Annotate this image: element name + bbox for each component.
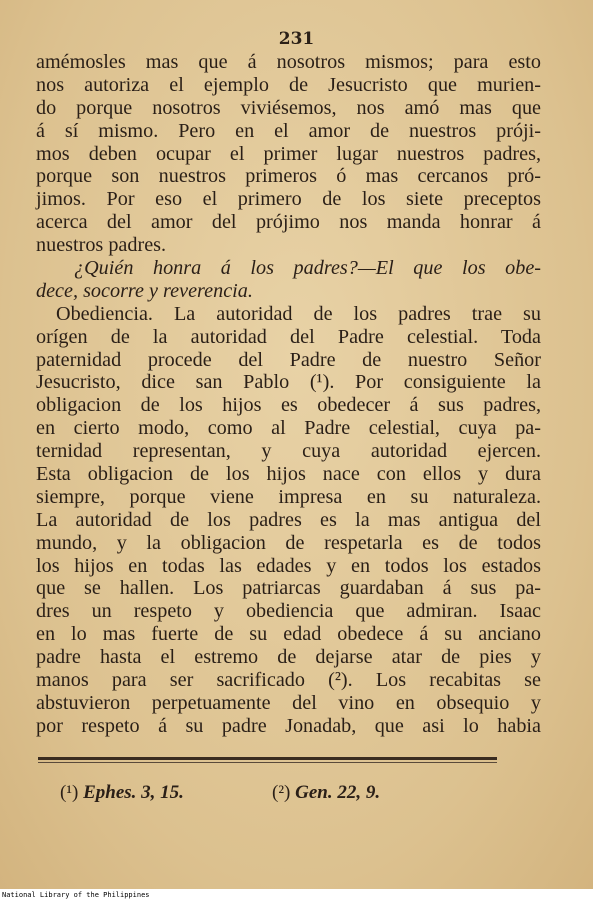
text-line: jimos. Por eso el primero de los siete preceptos [36,188,541,211]
footnote-2 [272,782,380,804]
text-line: Jesucristo, dice san Pablo (¹). Por consiguiente la [36,371,541,394]
text-line: ternidad representan, y cuya autoridad ejercen. [36,440,541,463]
text-line: en lo mas fuerte de su edad obedece á su anciano [36,623,541,646]
page-number: 231 [278,29,315,49]
answer-line: dece, socorre y reverencia. [36,279,253,302]
text-line: orígen de la autoridad del Padre celestial. Toda [36,325,541,348]
footnote-mark: (¹) [60,782,79,803]
text-line: Esta obligacion de los hijos nace con ellos y dura [36,463,541,486]
text-line: acerca del amor del prójimo nos manda honrar á [36,211,541,234]
text-line: do porque nosotros viviésemos, nos amó mas que [36,96,541,119]
text-line: abstuvieron perpetuamente del vino en obsequio y [36,691,541,714]
text-line: nuestros padres. [36,234,167,257]
library-credit: National Library of the Philippines [2,891,150,899]
text-line: mos deben ocupar el primer lugar nuestros padres, [36,142,541,165]
text-line: amémosles mas que á nosotros mismos; para esto [36,51,541,73]
footnote-mark: (²) [272,782,291,803]
text-line: La autoridad de los padres es la mas antigua del [36,508,541,531]
text-line: siempre, porque viene impresa en su naturaleza. [36,485,541,508]
footnote-reference: Gen. 22, 9. [295,782,381,803]
text-line: los hijos en todas las edades y en todos los estados [36,554,541,577]
text-line: nos autoriza el ejemplo de Jesucristo que murien- [36,73,541,96]
text-line: obligacion de los hijos es obedecer á sus padres, [36,394,541,417]
page-body [36,51,541,738]
text-line: por respeto á su padre Jonadab, que asi lo habia [36,714,541,737]
text-line: porque son nuestros primeros ó mas cercanos pró- [36,165,541,188]
footnote-divider-thin [38,762,497,763]
text-line: paternidad procede del Padre de nuestro Señor [36,348,541,371]
section-opening-line: Obediencia. La autoridad de los padres trae su [56,302,541,325]
text-line: en cierto modo, como al Padre celestial, cuya pa- [36,417,541,440]
text-line: que se hallen. Los patriarcas guardaban á sus pa- [36,577,541,600]
footnote-divider [38,757,497,760]
footnote-reference: Ephes. 3, 15. [83,782,184,803]
text-line: padre hasta el estremo de dejarse atar de pies y [36,646,541,669]
question-line: ¿Quién honra á los padres?—El que los obe- [74,257,541,280]
text-line: dres un respeto y obediencia que admiran. Isaac [36,600,541,623]
text-line: mundo, y la obligacion de respetarla es de todos [36,531,541,554]
text-line: á sí mismo. Pero en el amor de nuestros próji- [36,119,541,142]
footnote-1 [60,782,184,804]
text-line: manos para ser sacrificado (²). Los recabitas se [36,669,541,692]
